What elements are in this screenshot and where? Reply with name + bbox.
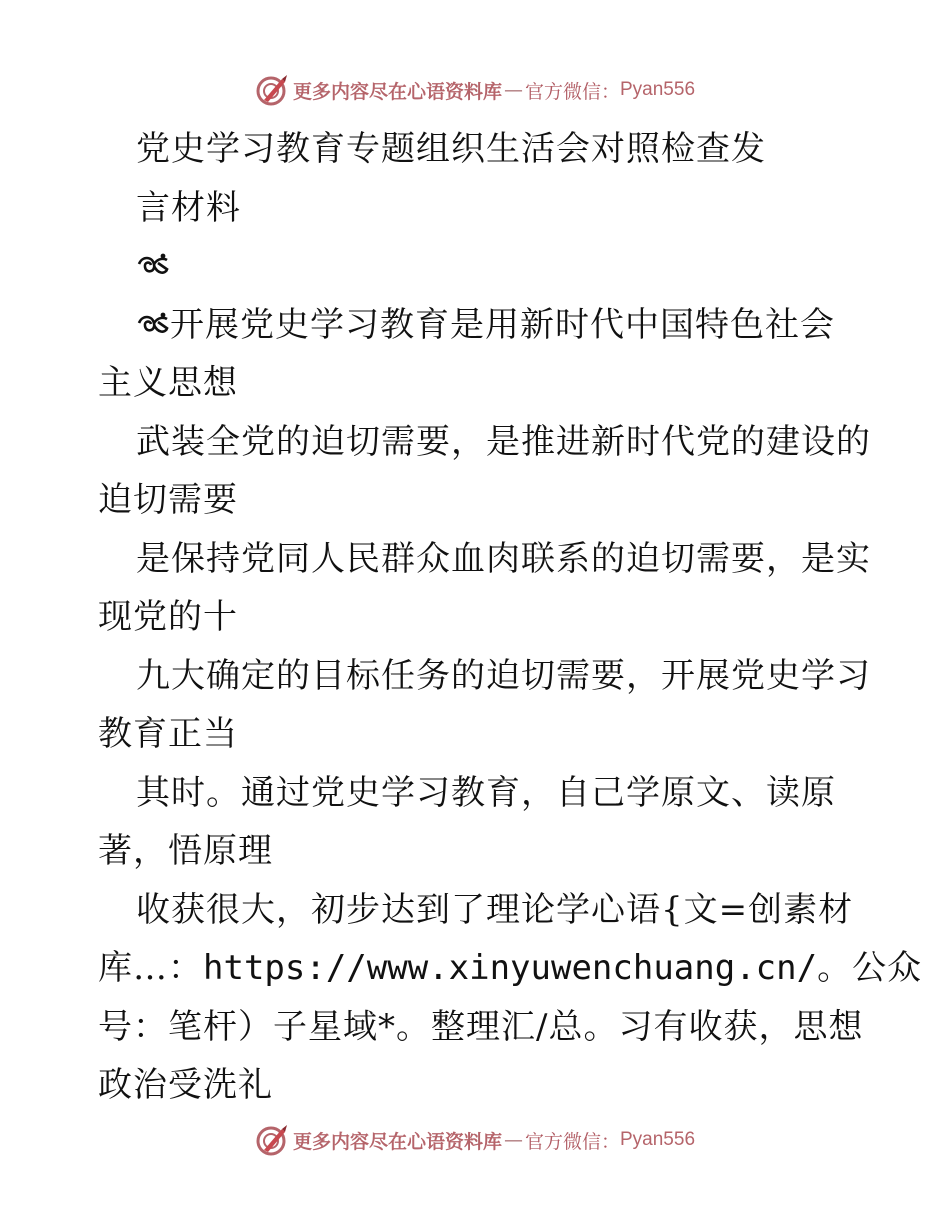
paragraph-line: 迫切需要 [98,480,238,520]
paragraph-line: 武装全党的迫切需要，是推进新时代党的建设的 [136,421,871,462]
paragraph-line: 现党的十 [98,597,238,637]
footer-contact-label: 官方微信： [524,1130,620,1153]
flourish-ornament-icon [136,250,170,280]
header-slogan: 更多内容尽在心语资料库 [292,80,502,103]
paragraph-line: 是保持党同人民群众血肉联系的迫切需要，是实 [136,538,871,579]
paragraph-line: 政治受洗礼 [98,1065,273,1105]
footer-contact-id: Pyan556 [620,1129,696,1150]
paragraph-text: 。公众 [817,948,923,988]
quill-pen-logo-icon [255,1123,289,1157]
doc-title-line-1: 党史学习教育专题组织生活会对照检查发 [136,129,766,169]
paragraph-line: 其时。通过党史学习教育，自己学原文、读原 [136,772,836,813]
footer-banner [0,1120,950,1160]
footer-slogan: 更多内容尽在心语资料库 [292,1130,502,1153]
paragraph-line [98,296,858,355]
paragraph-line: 教育正当 [98,714,238,754]
document-body [98,120,923,1115]
paragraph-line: 号：笔杆）子星域*。整理汇/总。习有收获，思想 [98,1006,864,1047]
header-contact-id: Pyan556 [620,79,696,100]
paragraph-line: 主义思想 [98,363,238,403]
paragraph-line: 收获很大，初步达到了理论学心语{文=创素材 [136,889,854,930]
footer-dash: — [503,1129,523,1151]
quill-pen-logo-icon [255,73,289,107]
doc-title-line-2: 言材料 [136,187,241,228]
header-dash: — [503,79,523,101]
header-banner [0,70,950,110]
paragraph-line [98,939,923,998]
source-url-link[interactable]: https://www.xinyuwenchuang.cn/ [203,948,818,988]
flourish-line [98,237,858,296]
paragraph-text: 库…： [98,948,203,988]
header-contact-label: 官方微信： [524,80,620,103]
paragraph-text: 开展党史学习教育是用新时代中国特色社会 [170,304,835,345]
flourish-ornament-icon [136,309,170,339]
paragraph-line: 著，悟原理 [98,831,273,871]
paragraph-line: 九大确定的目标任务的迫切需要，开展党史学习 [136,655,871,696]
